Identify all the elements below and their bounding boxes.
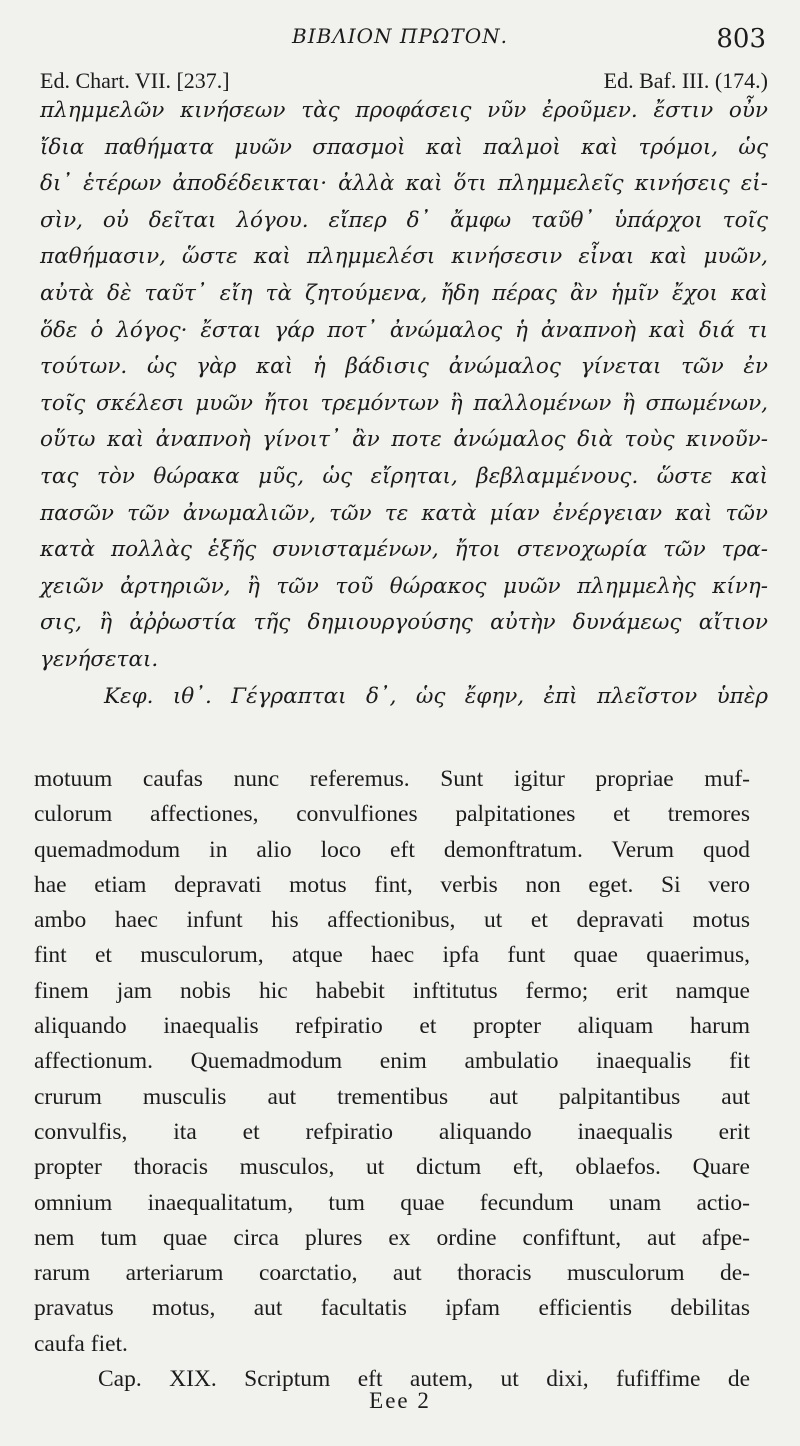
latin-line (34, 1044, 750, 1079)
greek-text-block (40, 93, 768, 715)
latin-line-text: ambo haec infunt his affectionibus, ut et depravati motus (34, 907, 750, 934)
latin-line (34, 938, 750, 973)
signature-mark: Eee 2 (369, 1388, 431, 1413)
greek-line (40, 130, 768, 167)
edition-basel-reference: Ed. Baf. III. (174.) (603, 68, 768, 93)
greek-line-text: χειῶν ἀρτηριῶν, ἢ τῶν τοῦ θώρακος μυῶν πλημμελὴς κίνη- (40, 573, 768, 599)
latin-line (34, 1256, 750, 1291)
latin-line-text: culorum affectiones, convulfiones palpitationes et tremores (34, 801, 750, 828)
greek-line (40, 422, 768, 459)
greek-line-text: κατὰ πολλὰς ἑξῆς συνισταμένων, ἤτοι στενοχωρία τῶν τρα- (40, 537, 768, 563)
latin-line-text: nem tum quae circa plures ex ordine confiftunt, aut afpe- (34, 1224, 750, 1251)
greek-line (40, 93, 768, 130)
latin-line-text: caufa fiet. (34, 1330, 128, 1357)
latin-line (34, 974, 750, 1009)
latin-line (34, 797, 750, 832)
latin-line-text: quemadmodum in alio loco eft demonftratum. Verum quod (34, 836, 750, 863)
latin-line (34, 1150, 750, 1185)
latin-line-text: finem jam nobis hic habebit inftitutus fermo; erit namque (34, 977, 750, 1004)
greek-line-text: πλημμελῶν κινήσεων τὰς προφάσεις νῦν ἐροῦμεν. ἔστιν οὖν (40, 98, 768, 123)
latin-line-text: omnium inaequalitatum, tum quae fecundum unam actio- (34, 1189, 750, 1216)
greek-line-text: τούτων. ὡς γὰρ καὶ ἡ βάδισις ἀνώμαλος γίνεται τῶν ἐν (40, 354, 768, 380)
greek-line-text: σις, ἢ ἀῤῥωστία τῆς δημιουργούσης αὐτὴν δυνάμεως αἴτιον (40, 610, 768, 636)
latin-line-text: rarum arteriarum coarctatio, aut thoracis musculorum de- (34, 1260, 750, 1287)
edition-chart-reference: Ed. Chart. VII. [237.] (40, 68, 230, 93)
latin-line (34, 762, 750, 797)
running-title: ΒΙΒΛΙΟΝ ΠΡΩΤΟΝ. (292, 24, 508, 48)
greek-line-text: αὐτὰ δὲ ταῦτ᾽ εἴη τὰ ζητούμενα, ἤδη πέρας ἂν ἡμῖν ἔχοι καὶ (40, 280, 768, 306)
latin-text-block (34, 762, 750, 1397)
latin-line (34, 1327, 750, 1362)
greek-line (40, 532, 768, 569)
greek-line (40, 496, 768, 533)
edition-references (40, 68, 768, 94)
greek-line (40, 203, 768, 240)
latin-line (34, 868, 750, 903)
greek-line-text: δι᾽ ἑτέρων ἀποδέδεικται· ἀλλὰ καὶ ὅτι πλημμελεῖς κινήσεις εἰ- (40, 171, 768, 197)
latin-line (34, 833, 750, 868)
latin-line (34, 903, 750, 938)
greek-line (40, 386, 768, 423)
latin-line (34, 1186, 750, 1221)
greek-line-text: πασῶν τῶν ἀνωμαλιῶν, τῶν τε κατὰ μίαν ἐνέργειαν καὶ τῶν (40, 500, 768, 526)
latin-line-text: Cap. XIX. Scriptum eft autem, ut dixi, fufiffime de (98, 1366, 750, 1393)
latin-line-text: hae etiam depravati motus fint, verbis non eget. Si vero (34, 871, 750, 898)
greek-line-text: οὕτω καὶ ἀναπνοὴ γίνοιτ᾽ ἂν ποτε ἀνώμαλος διὰ τοὺς κινοῦν- (40, 427, 768, 453)
latin-line-text: crurum musculis aut trementibus aut palpitantibus aut (34, 1083, 750, 1110)
greek-line-text: παθήμασιν, ὥστε καὶ πλημμελέσι κινήσεσιν εἶναι καὶ μυῶν, (40, 244, 768, 270)
greek-line (40, 276, 768, 313)
latin-line-text: affectionum. Quemadmodum enim ambulatio inaequalis fit (34, 1048, 750, 1075)
latin-line (34, 1009, 750, 1044)
greek-line (40, 642, 768, 679)
greek-line-text: Κεφ. ιθ᾽. Γέγραπται δ᾽, ὡς ἔφην, ἐπὶ πλεῖστον ὑπὲρ (104, 683, 768, 709)
greek-line (40, 679, 768, 716)
greek-line (40, 349, 768, 386)
greek-line (40, 239, 768, 276)
greek-line-text: ὅδε ὁ λόγος· ἔσται γάρ ποτ᾽ ἀνώμαλος ἡ ἀναπνοὴ καὶ διά τι (40, 317, 768, 343)
greek-line (40, 569, 768, 606)
latin-line-text: propter thoracis musculos, ut dictum eft, oblaefos. Quare (34, 1154, 750, 1181)
greek-line (40, 459, 768, 496)
greek-line-text: τοῖς σκέλεσι μυῶν ἤτοι τρεμόντων ἢ παλλομένων ἢ σπωμένων, (40, 390, 768, 416)
greek-line-text: γενήσεται. (40, 646, 159, 672)
latin-line-text: motuum caufas nunc referemus. Sunt igitur propriae muf- (34, 766, 750, 792)
greek-line (40, 605, 768, 642)
greek-line (40, 313, 768, 350)
latin-line (34, 1080, 750, 1115)
greek-line-text: ἴδια παθήματα μυῶν σπασμοὶ καὶ παλμοὶ καὶ τρόμοι, ὡς (40, 134, 768, 160)
latin-line (34, 1115, 750, 1150)
latin-line (34, 1221, 750, 1256)
latin-line-text: fint et musculorum, atque haec ipfa funt quae quaerimus, (34, 942, 750, 969)
greek-line (40, 166, 768, 203)
greek-line-text: τας τὸν θώρακα μῦς, ὡς εἴρηται, βεβλαμμένους. ὥστε καὶ (40, 463, 768, 489)
page-number: 803 (716, 24, 766, 54)
greek-line-text: σὶν, οὐ δεῖται λόγου. εἴπερ δ᾽ ἄμφω ταῦθ᾽ ὑπάρχοι τοῖς (40, 207, 768, 233)
latin-line-text: aliquando inaequalis refpiratio et propter aliquam harum (34, 1013, 750, 1040)
latin-line (34, 1291, 750, 1326)
latin-line-text: pravatus motus, aut facultatis ipfam efficientis debilitas (34, 1295, 750, 1322)
latin-line-text: convulfis, ita et refpiratio aliquando inaequalis erit (34, 1118, 750, 1145)
